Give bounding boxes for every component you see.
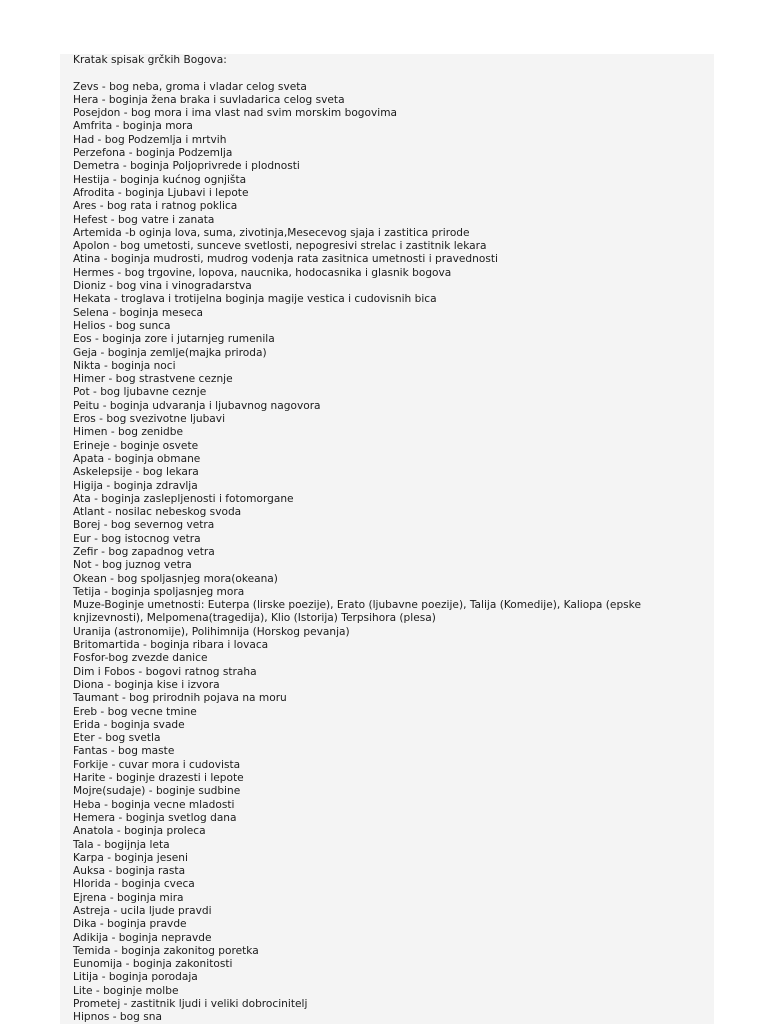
list-item: Tetija - boginja spoljasnjeg mora <box>73 585 245 598</box>
list-item: Muze-Boginje umetnosti: Euterpa (lirske poezije), Erato (ljubavne poezije), Talija (Komedije), Kaliopa (epske knjizevnosti), Melpomena(tragedija), Klio (Istorija) Terpsihora (plesa) <box>73 599 641 625</box>
list-item: Zefir - bog zapadnog vetra <box>73 545 215 558</box>
list-item: Uranija (astronomije), Polihimnija (Horskog pevanja) <box>73 625 350 638</box>
list-item: Eunomija - boginja zakonitosti <box>73 958 233 971</box>
document-content <box>73 54 713 1024</box>
list-item: Pot - bog ljubavne ceznje <box>73 386 207 399</box>
list-item: Hefest - bog vatre i zanata <box>73 213 215 226</box>
list-item: Temida - boginja zakonitog poretka <box>73 944 259 957</box>
list-item: Tala - bogijnja leta <box>73 838 170 851</box>
list-item: Mojre(sudaje) - boginje sudbine <box>73 785 241 798</box>
list-item: Hipnos - bog sna <box>73 1011 162 1024</box>
list-item: Borej - bog severnog vetra <box>73 519 215 532</box>
list-item: Astreja - ucila ljude pravdi <box>73 905 212 917</box>
blank-line <box>73 67 713 80</box>
list-item: Geja - boginja zemlje(majka priroda) <box>73 346 267 359</box>
list-item: Ejrena - boginja mira <box>73 891 184 904</box>
list-item: Fantas - bog maste <box>73 745 175 758</box>
list-item: Helios - bog sunca <box>73 319 171 332</box>
list-item: Hekata - troglava i trotijelna boginja magije vestica i cudovisnih bica <box>73 293 437 306</box>
list-item: Eros - bog svezivotne ljubavi <box>73 413 226 426</box>
list-item: Dika - boginja pravde <box>73 918 187 931</box>
list-item: Selena - boginja meseca <box>73 306 204 319</box>
list-item: Adikija - boginja nepravde <box>73 931 212 944</box>
list-item: Okean - bog spoljasnjeg mora(okeana) <box>73 572 278 585</box>
list-item: Forkije - cuvar mora i cudovista <box>73 758 241 771</box>
list-item: Eur - bog istocnog vetra <box>73 532 201 545</box>
list-item: Auksa - boginja rasta <box>73 865 186 878</box>
list-item: Dim i Fobos - bogovi ratnog straha <box>73 665 257 678</box>
list-item: Posejdon - bog mora i ima vlast nad svim morskim bogovima <box>73 107 398 120</box>
document-page <box>60 54 714 1024</box>
list-item: Hlorida - boginja cveca <box>73 878 195 891</box>
gods-list <box>73 81 713 1024</box>
list-item: Atina - boginja mudrosti, mudrog vodenja rata zasitnica umetnosti i pravednosti <box>73 253 498 266</box>
document-title: Kratak spisak grčkih Bogova: <box>73 54 227 66</box>
list-item: Litija - boginja porodaja <box>73 971 198 984</box>
list-item: Ereb - bog vecne tmine <box>73 705 197 718</box>
list-item: Prometej - zastitnik ljudi i veliki dobrocinitelj <box>73 998 308 1011</box>
list-item: Hestija - boginja kućnog ognjišta <box>73 173 247 186</box>
list-item: Britomartida - boginja ribara i lovaca <box>73 639 269 652</box>
list-item: Himer - bog strastvene ceznje <box>73 373 233 386</box>
list-item: Demetra - boginja Poljoprivrede i plodnosti <box>73 160 300 173</box>
list-item: Perzefona - boginja Podzemlja <box>73 147 233 160</box>
list-item: Hemera - boginja svetlog dana <box>73 811 237 824</box>
list-item: Higija - boginja zdravlja <box>73 479 198 492</box>
list-item: Harite - boginje drazesti i lepote <box>73 772 244 785</box>
list-item: Erida - boginja svade <box>73 718 185 731</box>
list-item: Afrodita - boginja Ljubavi i lepote <box>73 186 249 199</box>
list-item: Taumant - bog prirodnih pojava na moru <box>73 692 287 705</box>
list-item: Apata - boginja obmane <box>73 452 201 465</box>
list-item: Had - bog Podzemlja i mrtvih <box>73 133 227 146</box>
list-item: Fosfor-bog zvezde danice <box>73 652 208 665</box>
list-item: Askelepsije - bog lekara <box>73 466 199 479</box>
list-item: Himen - bog zenidbe <box>73 426 184 439</box>
list-item: Nikta - boginja noci <box>73 359 176 372</box>
list-item: Artemida -b oginja lova, suma, zivotinja,Mesecevog sjaja i zastitica prirode <box>73 226 470 239</box>
list-item: Peitu - boginja udvaranja i ljubavnog nagovora <box>73 399 321 412</box>
list-item: Hermes - bog trgovine, lopova, naucnika, hodocasnika i glasnik bogova <box>73 266 452 279</box>
list-item: Ares - bog rata i ratnog poklica <box>73 200 238 213</box>
list-item: Hera - boginja žena braka i suvladarica celog sveta <box>73 93 345 106</box>
list-item: Amfrita - boginja mora <box>73 120 193 133</box>
list-item: Lite - boginje molbe <box>73 984 179 997</box>
list-item: Diona - boginja kise i izvora <box>73 678 220 691</box>
list-item: Apolon - bog umetosti, sunceve svetlosti, nepogresivi strelac i zastitnik lekara <box>73 240 487 253</box>
list-item: Eter - bog svetla <box>73 732 161 745</box>
list-item: Heba - boginja vecne mladosti <box>73 798 235 811</box>
list-item: Karpa - boginja jeseni <box>73 851 188 864</box>
list-item: Anatola - boginja proleca <box>73 825 206 838</box>
list-item: Zevs - bog neba, groma i vladar celog sveta <box>73 80 307 93</box>
list-item: Eos - boginja zore i jutarnjeg rumenila <box>73 333 275 346</box>
list-item: Ata - boginja zaslepljenosti i fotomorgane <box>73 492 294 505</box>
list-item: Not - bog juznog vetra <box>73 559 192 572</box>
list-item: Erineje - boginje osvete <box>73 439 199 452</box>
list-item: Dioniz - bog vina i vinogradarstva <box>73 280 252 293</box>
list-item: Atlant - nosilac nebeskog svoda <box>73 506 242 519</box>
